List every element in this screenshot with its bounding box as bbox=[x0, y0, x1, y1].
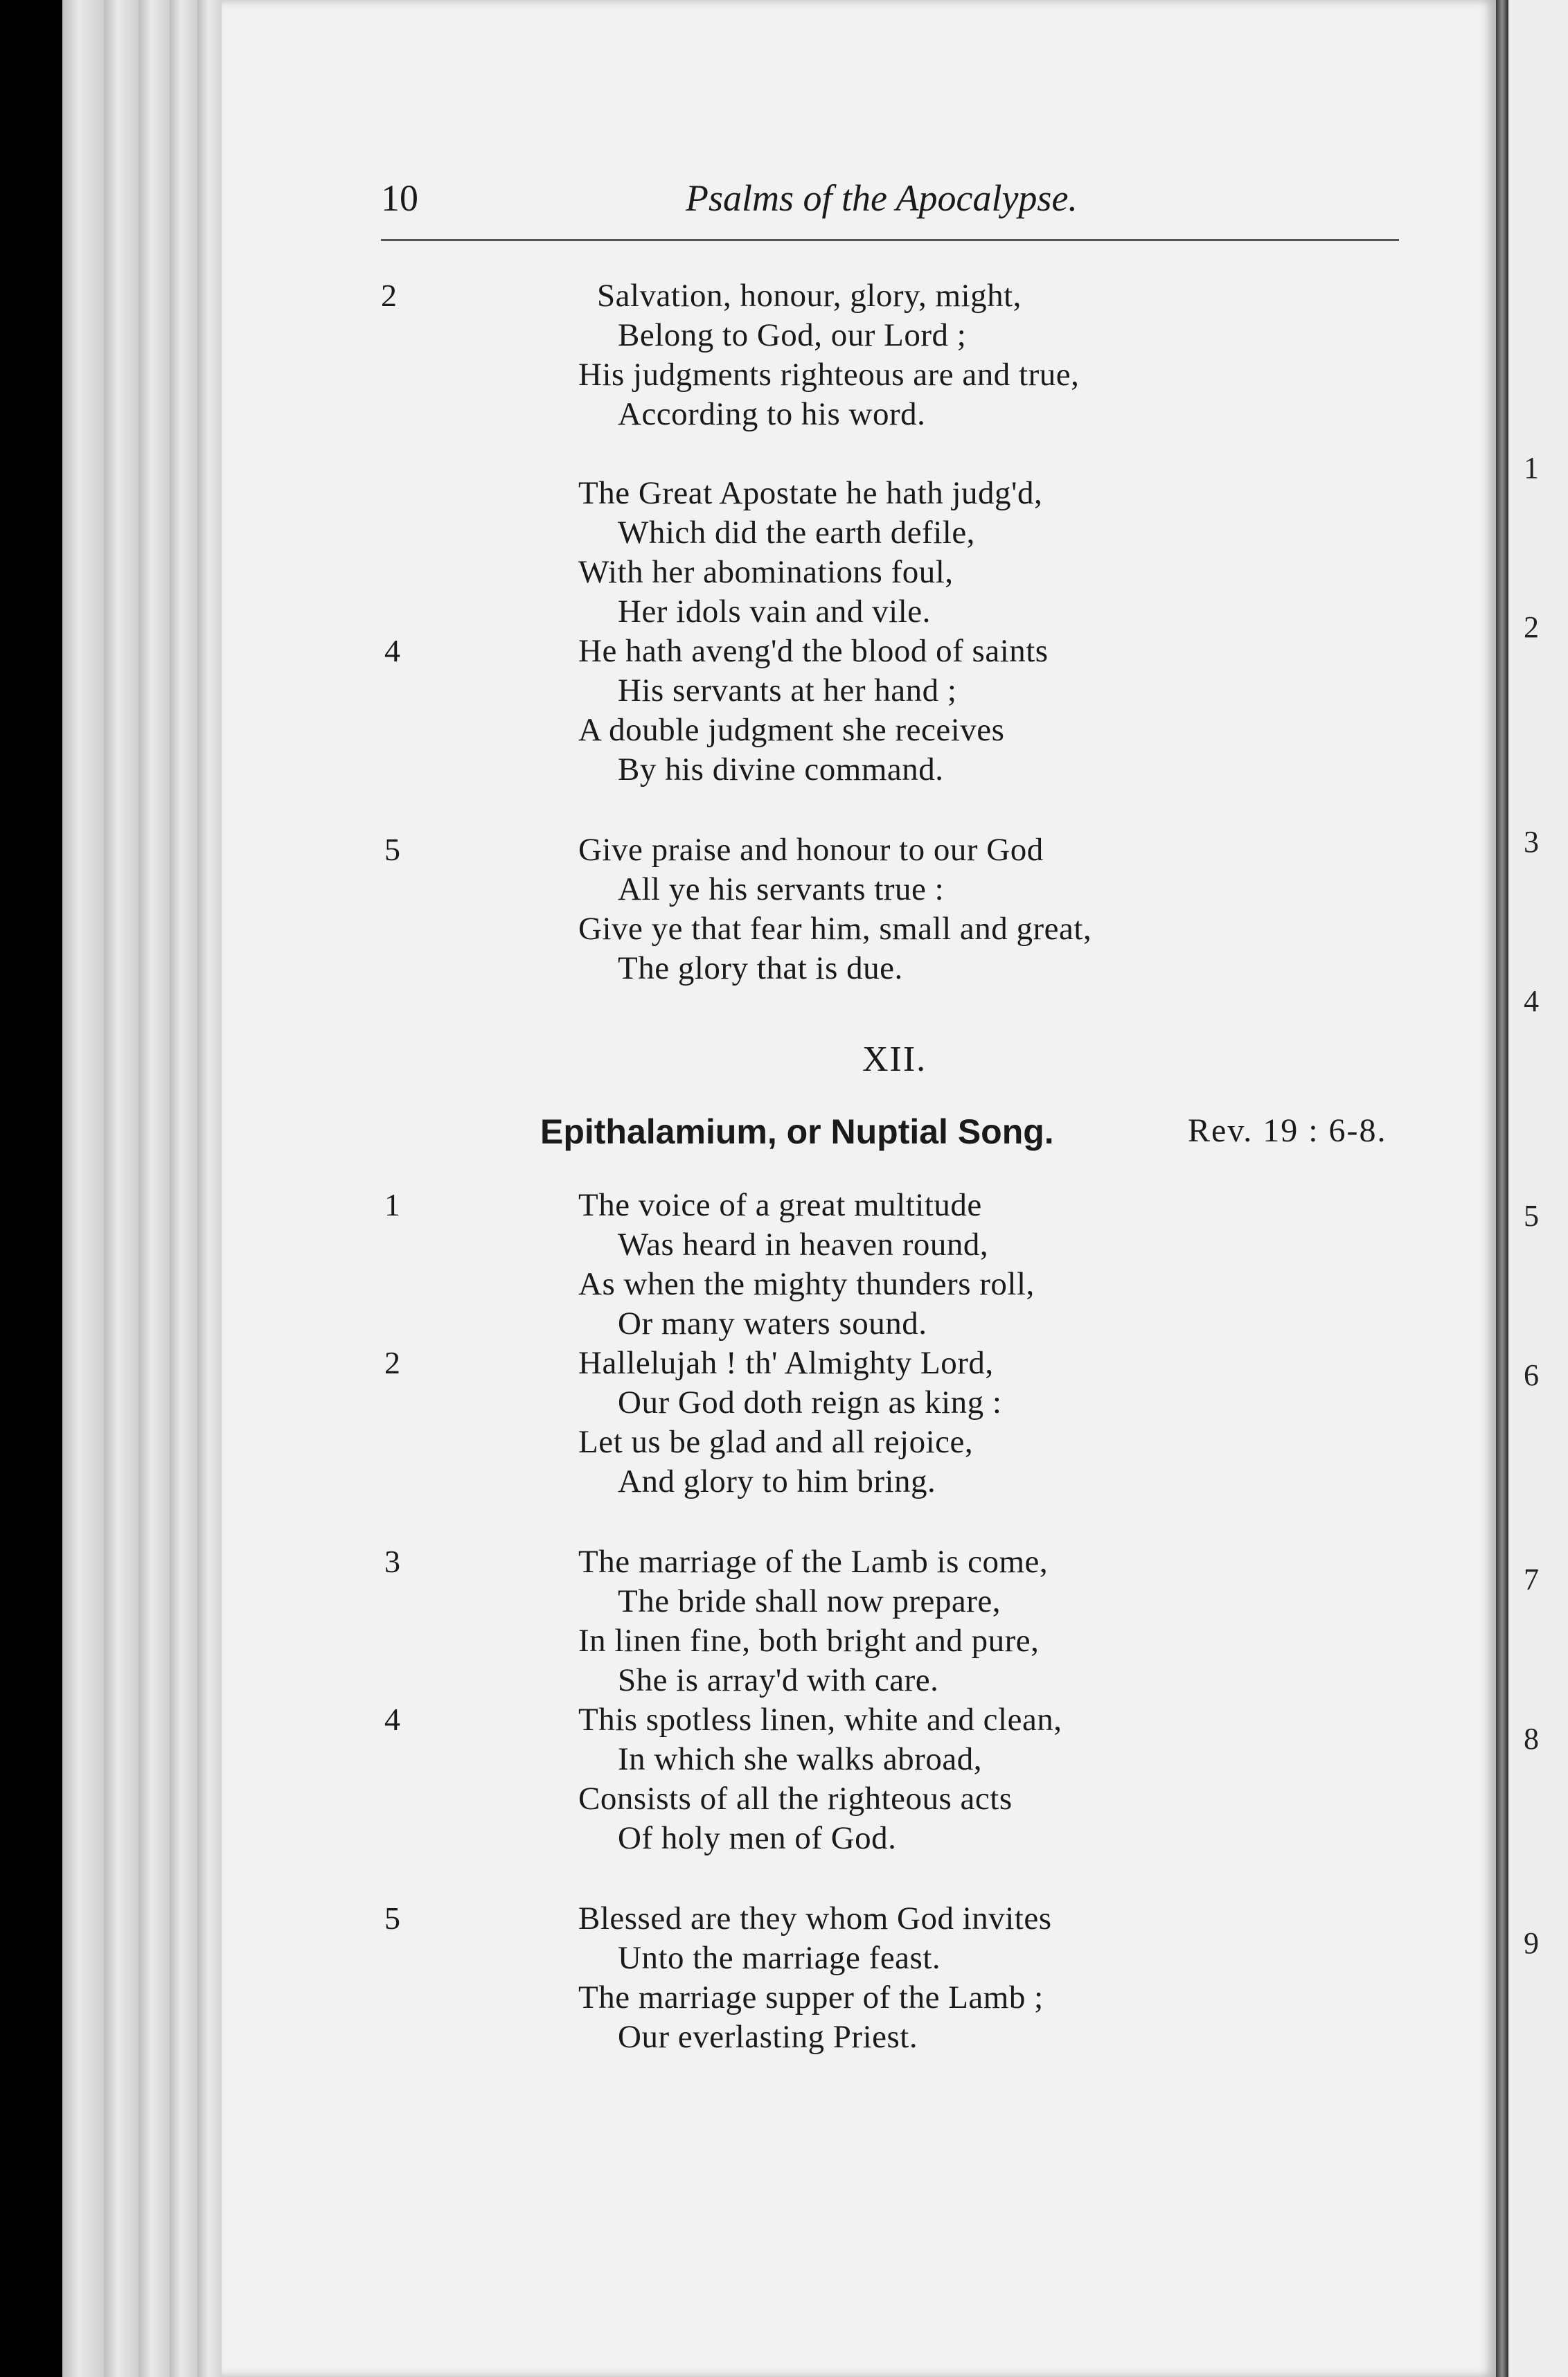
verse-line: Unto the marriage feast. bbox=[618, 1940, 941, 1976]
verse-line: He hath aveng'd the blood of saints bbox=[578, 633, 1049, 669]
verse-line: Belong to God, our Lord ; bbox=[618, 317, 967, 353]
verse-number: 4 bbox=[384, 633, 400, 668]
verse-line: Give praise and honour to our God bbox=[578, 832, 1044, 868]
verse-line: Our everlasting Priest. bbox=[618, 2019, 918, 2055]
facing-page-number: 7 bbox=[1524, 1563, 1539, 1596]
verse-line: Consists of all the righteous acts bbox=[578, 1781, 1013, 1817]
section-title: Epithalamium, or Nuptial Song. bbox=[540, 1112, 1054, 1151]
verse-line: The Great Apostate he hath judg'd, bbox=[578, 475, 1043, 511]
verse-line: By his divine command. bbox=[618, 751, 944, 787]
verse-line: This spotless linen, white and clean, bbox=[578, 1702, 1062, 1738]
facing-page-number: 4 bbox=[1524, 984, 1539, 1018]
verse-number: 3 bbox=[384, 1544, 400, 1579]
verse-line: Was heard in heaven round, bbox=[618, 1227, 989, 1263]
section-number: XII. bbox=[862, 1040, 927, 1079]
verse-line: According to his word. bbox=[618, 396, 926, 432]
verse-line: Hallelujah ! th' Almighty Lord, bbox=[578, 1345, 994, 1381]
verse-line: In which she walks abroad, bbox=[618, 1741, 982, 1777]
verse-line: The bride shall now prepare, bbox=[618, 1583, 1001, 1619]
verse-line: In linen fine, both bright and pure, bbox=[578, 1623, 1040, 1659]
header-rule bbox=[381, 239, 1399, 241]
facing-page-number: 1 bbox=[1524, 451, 1539, 485]
facing-page-number: 8 bbox=[1524, 1722, 1539, 1756]
facing-page-number: 5 bbox=[1524, 1199, 1539, 1233]
facing-page-number: 9 bbox=[1524, 1926, 1539, 1960]
page-number: 10 bbox=[381, 177, 418, 219]
facing-page-edge bbox=[1508, 0, 1568, 2377]
verse-number: 5 bbox=[384, 1900, 400, 1936]
verse-number: 2 bbox=[381, 278, 397, 313]
verse-line: Which did the earth defile, bbox=[618, 515, 975, 551]
verse-line: The glory that is due. bbox=[618, 950, 903, 986]
verse-number: 4 bbox=[384, 1702, 400, 1737]
verse-line: Our God doth reign as king : bbox=[618, 1385, 1002, 1421]
verse-line: His servants at her hand ; bbox=[618, 673, 957, 709]
verse-line: The voice of a great multitude bbox=[578, 1187, 982, 1223]
verse-line: Give ye that fear him, small and great, bbox=[578, 911, 1092, 947]
facing-page-number: 2 bbox=[1524, 610, 1539, 644]
verse-number: 2 bbox=[384, 1345, 400, 1380]
verse-line: Let us be glad and all rejoice, bbox=[578, 1424, 974, 1460]
verse-line: She is array'd with care. bbox=[618, 1662, 939, 1698]
verse-number: 5 bbox=[384, 832, 400, 867]
book-page-edges bbox=[0, 0, 229, 2377]
facing-page-number: 6 bbox=[1524, 1358, 1539, 1392]
verse-line: His judgments righteous are and true, bbox=[578, 357, 1080, 393]
scripture-reference: Rev. 19 : 6-8. bbox=[1188, 1112, 1387, 1149]
verse-number: 1 bbox=[384, 1187, 400, 1222]
verse-line: And glory to him bring. bbox=[618, 1463, 936, 1499]
verse-line: Or many waters sound. bbox=[618, 1306, 927, 1342]
verse-line: A double judgment she receives bbox=[578, 712, 1005, 748]
running-title: Psalms of the Apocalypse. bbox=[686, 177, 1078, 219]
verse-line: All ye his servants true : bbox=[618, 871, 945, 907]
verse-line: Of holy men of God. bbox=[618, 1820, 897, 1856]
verse-line: Blessed are they whom God invites bbox=[578, 1900, 1052, 1937]
verse-line: Her idols vain and vile. bbox=[618, 594, 931, 630]
verse-line: The marriage of the Lamb is come, bbox=[578, 1544, 1049, 1580]
verse-line: Salvation, honour, glory, might, bbox=[597, 278, 1022, 314]
verse-line: With her abominations foul, bbox=[578, 554, 954, 590]
facing-page-number: 3 bbox=[1524, 825, 1539, 859]
verse-line: The marriage supper of the Lamb ; bbox=[578, 1979, 1044, 2015]
verse-line: As when the mighty thunders roll, bbox=[578, 1266, 1035, 1302]
book-gutter bbox=[1496, 0, 1508, 2377]
